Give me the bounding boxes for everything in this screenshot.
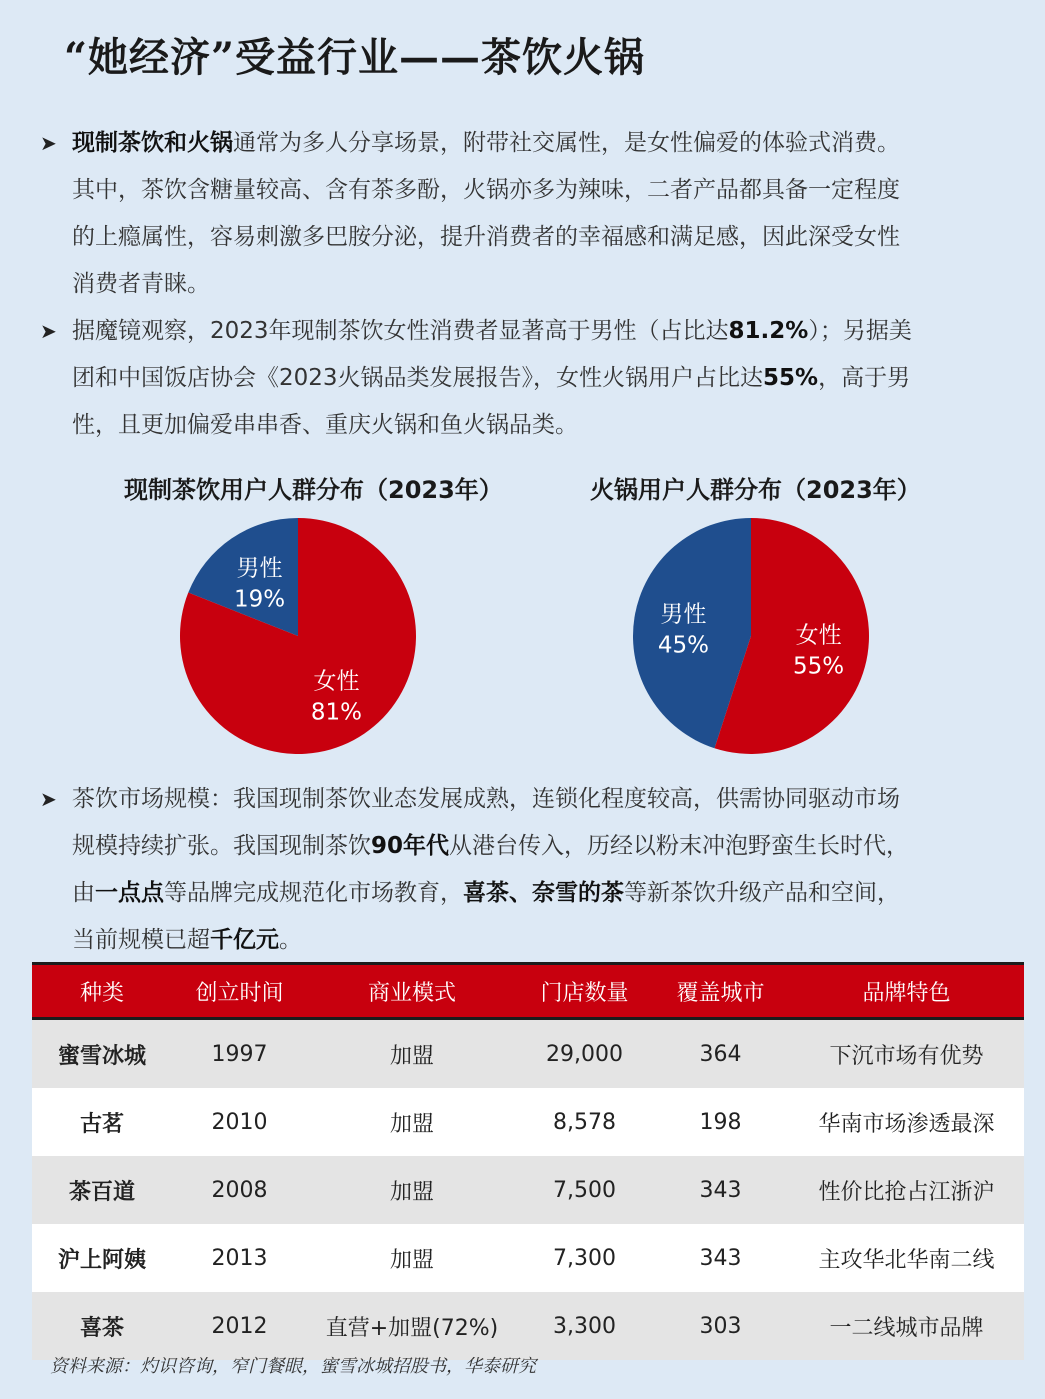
pie-chart-tea <box>179 517 417 755</box>
source-note: 资料来源：灼识咨询，窄门餐眼，蜜雪冰城招股书，华泰研究 <box>50 1356 536 1377</box>
paragraph-line <box>72 261 1015 308</box>
body-text: 。 <box>279 927 302 953</box>
table-cell: 343 <box>652 1156 789 1224</box>
table-cell: 加盟 <box>307 1224 517 1292</box>
body-text: 的上瘾属性，容易刺激多巴胺分泌，提升消费者的幸福感和满足感，因此深受女性 <box>72 224 900 250</box>
table-cell: 下沉市场有优势 <box>789 1019 1024 1089</box>
table-cell: 3,300 <box>517 1292 652 1360</box>
table-cell: 主攻华北华南二线 <box>789 1224 1024 1292</box>
paragraph-market-size <box>40 776 1015 964</box>
paragraph-line <box>72 823 1015 870</box>
paragraph-line <box>72 120 1015 167</box>
table-cell: 7,300 <box>517 1224 652 1292</box>
highlight-text: 55% <box>763 365 819 391</box>
table-cell: 喜茶 <box>32 1292 172 1360</box>
bullet-arrow-icon: ➤ <box>40 319 57 343</box>
body-text: 通常为多人分享场景，附带社交属性，是女性偏爱的体验式消费。 <box>233 130 900 156</box>
body-text: 等新茶饮升级产品和空间， <box>624 880 900 906</box>
table-header-cell: 覆盖城市 <box>652 964 789 1019</box>
table-cell: 29,000 <box>517 1019 652 1089</box>
paragraph-line <box>72 308 1015 355</box>
table-cell: 2012 <box>172 1292 307 1360</box>
bullet-arrow-icon: ➤ <box>40 131 57 155</box>
chart-title-tea: 现制茶饮用户人群分布（2023年） <box>124 476 503 504</box>
pie-label-value: 81% <box>310 699 363 726</box>
bullet-arrow-icon: ➤ <box>40 787 57 811</box>
body-text: 其中，茶饮含糖量较高、含有茶多酚，火锅亦多为辣味，二者产品都具备一定程度 <box>72 177 900 203</box>
body-text: 当前规模已超 <box>72 927 210 953</box>
body-text: 消费者青睐。 <box>72 271 210 297</box>
body-text: 由 <box>72 880 95 906</box>
table-cell: 茶百道 <box>32 1156 172 1224</box>
pie-label-name: 男性 <box>236 555 283 582</box>
paragraph-line <box>72 917 1015 964</box>
body-text: 性，且更加偏爱串串香、重庆火锅和鱼火锅品类。 <box>72 412 578 438</box>
table-row <box>32 1019 1024 1089</box>
pie-label-value: 19% <box>233 586 286 613</box>
table-header-cell: 商业模式 <box>307 964 517 1019</box>
table-cell: 343 <box>652 1224 789 1292</box>
body-text: 等品牌完成规范化市场教育， <box>164 880 463 906</box>
highlight-text: 喜茶、奈雪的茶 <box>463 880 624 906</box>
table-cell: 8,578 <box>517 1088 652 1156</box>
table-cell: 蜜雪冰城 <box>32 1019 172 1089</box>
paragraph-line <box>72 776 1015 823</box>
table-cell: 华南市场渗透最深 <box>789 1088 1024 1156</box>
table-cell: 加盟 <box>307 1019 517 1089</box>
brand-table <box>32 962 1024 1360</box>
table-cell: 7,500 <box>517 1156 652 1224</box>
highlight-text: 现制茶饮和火锅 <box>72 130 233 156</box>
table-cell: 2010 <box>172 1088 307 1156</box>
pie-label-value: 45% <box>657 632 709 659</box>
table-row <box>32 1088 1024 1156</box>
body-text: 规模持续扩张。我国现制茶饮 <box>72 833 371 859</box>
table-cell: 加盟 <box>307 1156 517 1224</box>
highlight-text: 一点点 <box>95 880 164 906</box>
paragraph-line <box>72 870 1015 917</box>
highlight-text: 千亿元 <box>210 927 279 953</box>
pie-chart-hotpot <box>632 517 870 755</box>
pie-label-name: 女性 <box>795 622 842 649</box>
table-cell: 直营+加盟(72%) <box>307 1292 517 1360</box>
body-text: 据魔镜观察，2023年现制茶饮女性消费者显著高于男性（占比达 <box>72 318 729 344</box>
paragraph-consumer-share <box>40 308 1015 449</box>
table-cell: 古茗 <box>32 1088 172 1156</box>
table-cell: 364 <box>652 1019 789 1089</box>
table-cell: 2008 <box>172 1156 307 1224</box>
table-header-cell: 种类 <box>32 964 172 1019</box>
chart-title-hotpot: 火锅用户人群分布（2023年） <box>590 476 921 504</box>
table-cell: 2013 <box>172 1224 307 1292</box>
table-cell: 一二线城市品牌 <box>789 1292 1024 1360</box>
table-cell: 198 <box>652 1088 789 1156</box>
table-cell: 性价比抢占江浙沪 <box>789 1156 1024 1224</box>
body-text: ，高于男 <box>818 365 911 391</box>
table-cell: 1997 <box>172 1019 307 1089</box>
table-row <box>32 1224 1024 1292</box>
pie-label-name: 女性 <box>313 668 360 695</box>
table-row <box>32 1156 1024 1224</box>
table-cell: 303 <box>652 1292 789 1360</box>
paragraph-line <box>72 167 1015 214</box>
page-title: “她经济”受益行业——茶饮火锅 <box>64 34 646 81</box>
table-header-cell: 门店数量 <box>517 964 652 1019</box>
table-cell: 沪上阿姨 <box>32 1224 172 1292</box>
highlight-text: 90年代 <box>371 833 450 859</box>
paragraph-line <box>72 214 1015 261</box>
body-text: 茶饮市场规模：我国现制茶饮业态发展成熟，连锁化程度较高，供需协同驱动市场 <box>72 786 900 812</box>
table-cell: 加盟 <box>307 1088 517 1156</box>
body-text: 团和中国饭店协会《2023火锅品类发展报告》，女性火锅用户占比达 <box>72 365 764 391</box>
pie-label-value: 55% <box>793 653 845 680</box>
paragraph-line <box>72 402 1015 449</box>
body-text: ）；另据美 <box>808 318 912 344</box>
table-header-cell: 品牌特色 <box>789 964 1024 1019</box>
body-text: 从港台传入，历经以粉末冲泡野蛮生长时代， <box>449 833 910 859</box>
highlight-text: 81.2% <box>728 318 809 344</box>
table-row <box>32 1292 1024 1360</box>
table-header-cell: 创立时间 <box>172 964 307 1019</box>
paragraph-female-preference <box>40 120 1015 308</box>
table-header-row <box>32 964 1024 1019</box>
paragraph-line <box>72 355 1015 402</box>
pie-label-name: 男性 <box>660 601 707 628</box>
